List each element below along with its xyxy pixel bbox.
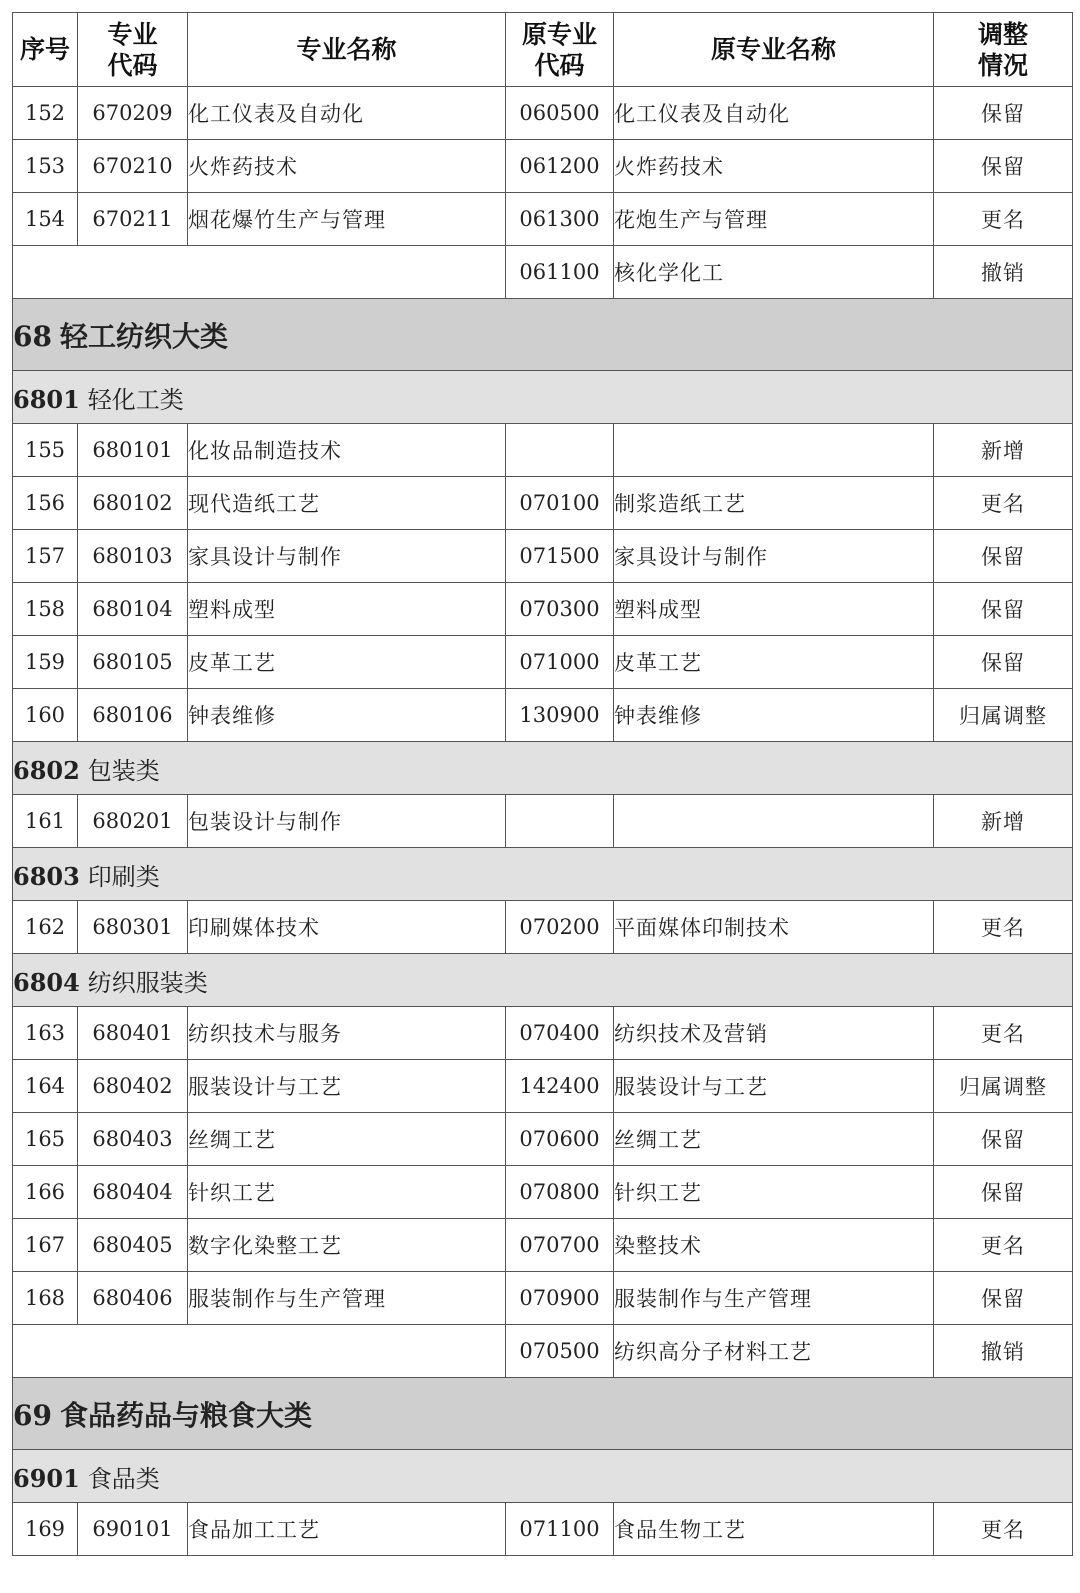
name-cell: 针织工艺 — [188, 1166, 506, 1219]
status-cell: 更名 — [934, 1219, 1073, 1272]
status-cell: 保留 — [934, 87, 1073, 140]
seq-cell: 155 — [13, 424, 78, 477]
subcategory-row — [13, 742, 1073, 795]
major-category-row — [13, 299, 1073, 371]
code-cell: 680301 — [78, 901, 188, 954]
name-cell: 烟花爆竹生产与管理 — [188, 193, 506, 246]
removed-row — [13, 1325, 1073, 1378]
orig-name-cell: 制浆造纸工艺 — [614, 477, 934, 530]
name-cell: 数字化染整工艺 — [188, 1219, 506, 1272]
subcategory-row — [13, 954, 1073, 1007]
category-code: 6804 — [13, 967, 80, 997]
name-cell: 服装制作与生产管理 — [188, 1272, 506, 1325]
status-cell: 撤销 — [934, 246, 1073, 299]
empty-cell — [13, 246, 506, 299]
orig-name-cell: 火炸药技术 — [614, 140, 934, 193]
table-row — [13, 1060, 1073, 1113]
name-cell: 印刷媒体技术 — [188, 901, 506, 954]
name-cell: 塑料成型 — [188, 583, 506, 636]
name-cell: 化工仪表及自动化 — [188, 87, 506, 140]
code-cell: 670209 — [78, 87, 188, 140]
orig-name-cell: 家具设计与制作 — [614, 530, 934, 583]
orig-code-cell: 070700 — [506, 1219, 614, 1272]
status-cell: 保留 — [934, 1272, 1073, 1325]
code-cell: 680103 — [78, 530, 188, 583]
table-row — [13, 1219, 1073, 1272]
table-row — [13, 193, 1073, 246]
subcategory-heading — [13, 1450, 1073, 1503]
name-cell: 丝绸工艺 — [188, 1113, 506, 1166]
status-cell: 归属调整 — [934, 1060, 1073, 1113]
seq-cell: 156 — [13, 477, 78, 530]
name-cell: 火炸药技术 — [188, 140, 506, 193]
name-cell: 纺织技术与服务 — [188, 1007, 506, 1060]
orig-code-cell: 070300 — [506, 583, 614, 636]
status-cell: 撤销 — [934, 1325, 1073, 1378]
subcategory-row — [13, 848, 1073, 901]
seq-cell: 153 — [13, 140, 78, 193]
orig-code-cell: 070200 — [506, 901, 614, 954]
orig-code-cell: 061200 — [506, 140, 614, 193]
orig-code-cell: 060500 — [506, 87, 614, 140]
status-cell: 保留 — [934, 1113, 1073, 1166]
major-category-heading — [13, 1378, 1073, 1450]
code-cell: 680406 — [78, 1272, 188, 1325]
status-cell: 保留 — [934, 530, 1073, 583]
orig-code-cell — [506, 795, 614, 848]
subcategory-heading — [13, 371, 1073, 424]
subcategory-row — [13, 1450, 1073, 1503]
table-row — [13, 1272, 1073, 1325]
orig-name-cell: 皮革工艺 — [614, 636, 934, 689]
table-row — [13, 1113, 1073, 1166]
seq-cell: 154 — [13, 193, 78, 246]
orig-name-cell: 核化学化工 — [614, 246, 934, 299]
subcategory-heading — [13, 742, 1073, 795]
code-cell: 680404 — [78, 1166, 188, 1219]
category-code: 6901 — [13, 1463, 80, 1493]
status-cell: 更名 — [934, 901, 1073, 954]
seq-cell: 164 — [13, 1060, 78, 1113]
subcategory-heading — [13, 848, 1073, 901]
orig-code-cell: 071100 — [506, 1503, 614, 1556]
table-row — [13, 87, 1073, 140]
table-row — [13, 795, 1073, 848]
subcategory-row — [13, 371, 1073, 424]
code-cell: 680401 — [78, 1007, 188, 1060]
header-status: 调整 情况 — [934, 13, 1073, 87]
orig-name-cell: 食品生物工艺 — [614, 1503, 934, 1556]
code-cell: 680402 — [78, 1060, 188, 1113]
table-row — [13, 689, 1073, 742]
name-cell: 钟表维修 — [188, 689, 506, 742]
name-cell: 服装设计与工艺 — [188, 1060, 506, 1113]
orig-code-cell: 071000 — [506, 636, 614, 689]
status-cell: 保留 — [934, 1166, 1073, 1219]
code-cell: 690101 — [78, 1503, 188, 1556]
status-cell: 新增 — [934, 795, 1073, 848]
category-code: 68 — [13, 319, 52, 353]
major-catalog-table — [12, 12, 1073, 1556]
seq-cell: 157 — [13, 530, 78, 583]
orig-name-cell: 针织工艺 — [614, 1166, 934, 1219]
orig-name-cell: 染整技术 — [614, 1219, 934, 1272]
category-code: 6801 — [13, 384, 80, 414]
name-cell: 现代造纸工艺 — [188, 477, 506, 530]
header-orig-code: 原专业 代码 — [506, 13, 614, 87]
seq-cell: 158 — [13, 583, 78, 636]
orig-code-cell: 070100 — [506, 477, 614, 530]
code-cell: 680101 — [78, 424, 188, 477]
orig-name-cell — [614, 795, 934, 848]
table-row — [13, 140, 1073, 193]
code-cell: 670211 — [78, 193, 188, 246]
status-cell: 归属调整 — [934, 689, 1073, 742]
table-row — [13, 1007, 1073, 1060]
code-cell: 670210 — [78, 140, 188, 193]
category-name: 纺织服装类 — [87, 968, 208, 997]
status-cell: 更名 — [934, 193, 1073, 246]
category-name: 轻化工类 — [87, 385, 184, 414]
seq-cell: 165 — [13, 1113, 78, 1166]
status-cell: 新增 — [934, 424, 1073, 477]
status-cell: 更名 — [934, 1503, 1073, 1556]
table-row — [13, 901, 1073, 954]
category-name: 包装类 — [87, 756, 160, 785]
orig-code-cell: 070500 — [506, 1325, 614, 1378]
table-row — [13, 1166, 1073, 1219]
table-header-row — [13, 13, 1073, 87]
code-cell: 680201 — [78, 795, 188, 848]
orig-name-cell — [614, 424, 934, 477]
orig-name-cell: 平面媒体印制技术 — [614, 901, 934, 954]
code-cell: 680104 — [78, 583, 188, 636]
category-name: 食品药品与粮食大类 — [59, 1398, 312, 1432]
table-row — [13, 636, 1073, 689]
status-cell: 保留 — [934, 583, 1073, 636]
orig-code-cell: 071500 — [506, 530, 614, 583]
category-code: 6802 — [13, 755, 80, 785]
major-category-heading — [13, 299, 1073, 371]
orig-name-cell: 纺织技术及营销 — [614, 1007, 934, 1060]
orig-name-cell: 服装制作与生产管理 — [614, 1272, 934, 1325]
seq-cell: 169 — [13, 1503, 78, 1556]
table-row — [13, 424, 1073, 477]
orig-code-cell: 070600 — [506, 1113, 614, 1166]
removed-row — [13, 246, 1073, 299]
code-cell: 680106 — [78, 689, 188, 742]
orig-code-cell — [506, 424, 614, 477]
category-code: 69 — [13, 1398, 52, 1432]
major-category-row — [13, 1378, 1073, 1450]
orig-code-cell: 070400 — [506, 1007, 614, 1060]
code-cell: 680105 — [78, 636, 188, 689]
status-cell: 更名 — [934, 477, 1073, 530]
category-name: 印刷类 — [87, 862, 160, 891]
table-row — [13, 1503, 1073, 1556]
table-row — [13, 477, 1073, 530]
orig-code-cell: 061100 — [506, 246, 614, 299]
code-cell: 680403 — [78, 1113, 188, 1166]
orig-name-cell: 丝绸工艺 — [614, 1113, 934, 1166]
orig-code-cell: 070900 — [506, 1272, 614, 1325]
category-name: 食品类 — [87, 1464, 160, 1493]
category-code: 6803 — [13, 861, 80, 891]
orig-name-cell: 化工仪表及自动化 — [614, 87, 934, 140]
orig-name-cell: 服装设计与工艺 — [614, 1060, 934, 1113]
header-seq: 序号 — [13, 13, 78, 87]
orig-code-cell: 142400 — [506, 1060, 614, 1113]
name-cell: 皮革工艺 — [188, 636, 506, 689]
orig-name-cell: 纺织高分子材料工艺 — [614, 1325, 934, 1378]
table-row — [13, 530, 1073, 583]
subcategory-heading — [13, 954, 1073, 1007]
orig-code-cell: 130900 — [506, 689, 614, 742]
category-name: 轻工纺织大类 — [59, 319, 228, 353]
orig-code-cell: 070800 — [506, 1166, 614, 1219]
orig-name-cell: 花炮生产与管理 — [614, 193, 934, 246]
header-name: 专业名称 — [188, 13, 506, 87]
seq-cell: 166 — [13, 1166, 78, 1219]
header-code: 专业 代码 — [78, 13, 188, 87]
status-cell: 保留 — [934, 140, 1073, 193]
code-cell: 680102 — [78, 477, 188, 530]
status-cell: 保留 — [934, 636, 1073, 689]
seq-cell: 159 — [13, 636, 78, 689]
orig-name-cell: 塑料成型 — [614, 583, 934, 636]
seq-cell: 168 — [13, 1272, 78, 1325]
orig-name-cell: 钟表维修 — [614, 689, 934, 742]
orig-code-cell: 061300 — [506, 193, 614, 246]
seq-cell: 152 — [13, 87, 78, 140]
empty-cell — [13, 1325, 506, 1378]
seq-cell: 162 — [13, 901, 78, 954]
table-row — [13, 583, 1073, 636]
status-cell: 更名 — [934, 1007, 1073, 1060]
code-cell: 680405 — [78, 1219, 188, 1272]
seq-cell: 163 — [13, 1007, 78, 1060]
header-orig-name: 原专业名称 — [614, 13, 934, 87]
name-cell: 食品加工工艺 — [188, 1503, 506, 1556]
seq-cell: 167 — [13, 1219, 78, 1272]
name-cell: 包装设计与制作 — [188, 795, 506, 848]
name-cell: 化妆品制造技术 — [188, 424, 506, 477]
seq-cell: 160 — [13, 689, 78, 742]
name-cell: 家具设计与制作 — [188, 530, 506, 583]
seq-cell: 161 — [13, 795, 78, 848]
